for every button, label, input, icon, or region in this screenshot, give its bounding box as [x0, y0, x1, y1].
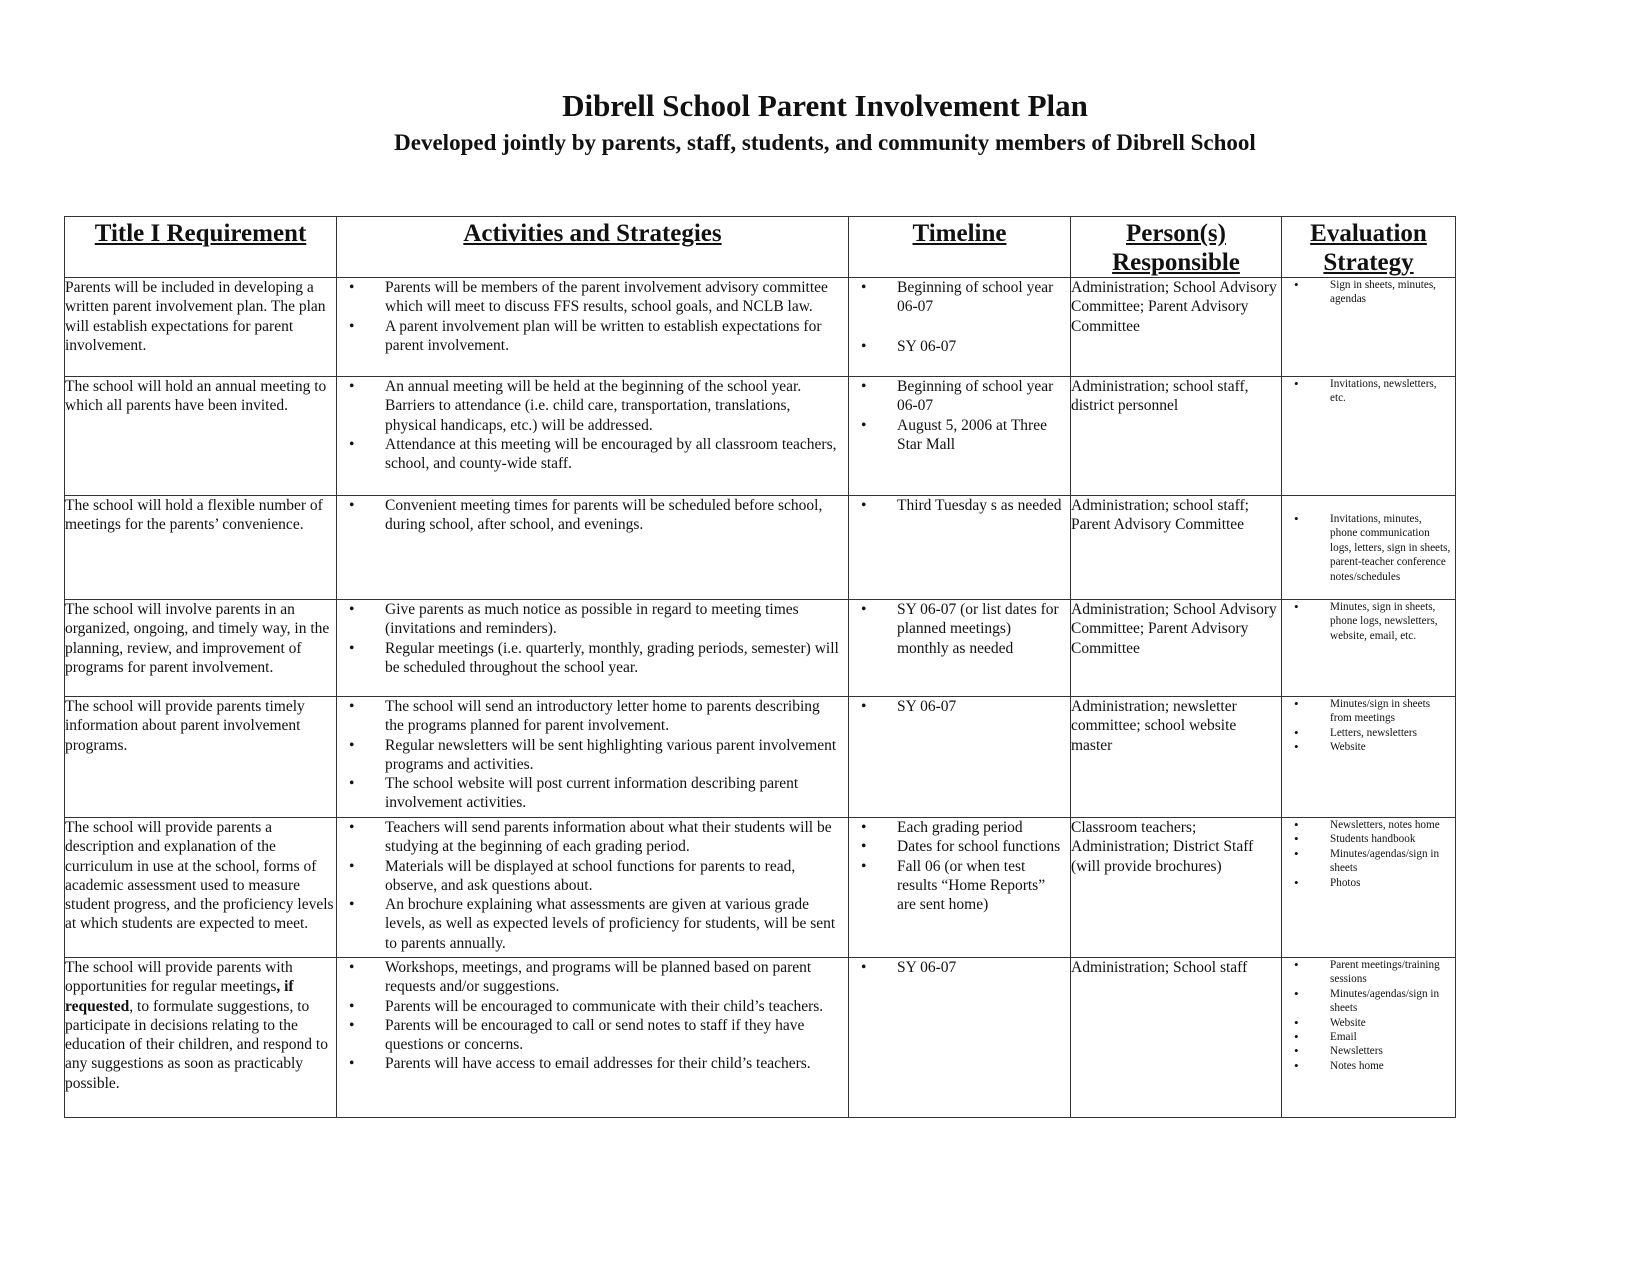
- timeline-cell: [849, 278, 1071, 377]
- requirement-text: The school will provide parents with opportunities for regular meetings: [65, 959, 293, 996]
- plan-table: [64, 216, 1456, 1118]
- timeline-cell: [849, 818, 1071, 958]
- evaluation-cell: [1282, 697, 1456, 818]
- evaluation-item: • Letters, newsletters: [1282, 726, 1455, 740]
- activity-item: • Regular newsletters will be sent highlighting various parent involvement programs and activities.: [337, 736, 848, 775]
- activities-cell: [337, 496, 849, 600]
- activity-item: • The school will send an introductory letter home to parents describing the programs planned for parent involvement.: [337, 697, 848, 736]
- timeline-cell: [849, 377, 1071, 496]
- table-row: [65, 600, 1456, 697]
- evaluation-item: • Newsletters, notes home: [1282, 818, 1455, 832]
- evaluation-cell: [1282, 377, 1456, 496]
- requirement-cell: The school will provide parents timely information about parent involvement programs.: [65, 697, 337, 818]
- table-row: [65, 818, 1456, 958]
- persons-cell: Administration; newsletter committee; school website master: [1071, 697, 1282, 818]
- requirement-cell: The school will hold a flexible number of meetings for the parents’ convenience.: [65, 496, 337, 600]
- timeline-item: • Beginning of school year 06-07: [849, 278, 1070, 317]
- page-subtitle: Developed jointly by parents, staff, students, and community members of Dibrell School: [394, 130, 1256, 155]
- timeline-item: • SY 06-07: [849, 958, 1070, 977]
- timeline-item: • August 5, 2006 at Three Star Mall: [849, 416, 1070, 455]
- activities-cell: [337, 377, 849, 496]
- activity-item: • Parents will have access to email addresses for their child’s teachers.: [337, 1054, 848, 1073]
- activity-item: • Parents will be encouraged to communicate with their child’s teachers.: [337, 997, 848, 1016]
- persons-cell: Administration; School staff: [1071, 958, 1282, 1118]
- persons-cell: Administration; school staff; Parent Advisory Committee: [1071, 496, 1282, 600]
- table-row: [65, 958, 1456, 1118]
- table-row: [65, 377, 1456, 496]
- evaluation-item: • Parent meetings/training sessions: [1282, 958, 1455, 987]
- requirement-cell: Parents will be included in developing a written parent involvement plan. The plan will establish expectations for parent involvement.: [65, 278, 337, 377]
- timeline-item: • Fall 06 (or when test results “Home Reports” are sent home): [849, 857, 1070, 915]
- persons-cell: Administration; School Advisory Committee; Parent Advisory Committee: [1071, 278, 1282, 377]
- activities-cell: [337, 818, 849, 958]
- persons-cell: Classroom teachers; Administration; District Staff (will provide brochures): [1071, 818, 1282, 958]
- evaluation-cell: [1282, 496, 1456, 600]
- timeline-item: • Third Tuesday s as needed: [849, 496, 1070, 515]
- table-row: [65, 697, 1456, 818]
- table-row: [65, 278, 1456, 377]
- table-row: [65, 496, 1456, 600]
- evaluation-item: • Newsletters: [1282, 1044, 1455, 1058]
- activity-item: • Regular meetings (i.e. quarterly, monthly, grading periods, semester) will be scheduled throughout the school year.: [337, 639, 848, 678]
- header-timeline: Timeline: [849, 217, 1071, 278]
- activities-cell: [337, 600, 849, 697]
- timeline-item: • SY 06-07: [849, 337, 1070, 356]
- activity-item: • Convenient meeting times for parents will be scheduled before school, during school, after school, and evenings.: [337, 496, 848, 535]
- requirement-emphasis: , if requested: [65, 978, 294, 1015]
- header-requirement: Title I Requirement: [65, 217, 337, 278]
- evaluation-item: • Sign in sheets, minutes, agendas: [1282, 278, 1455, 307]
- evaluation-item: • Minutes, sign in sheets, phone logs, newsletters, website, email, etc.: [1282, 600, 1455, 643]
- evaluation-item: • Invitations, minutes, phone communication logs, letters, sign in sheets, parent-teacher conference notes/schedules: [1282, 512, 1455, 584]
- activities-cell: [337, 958, 849, 1118]
- activity-item: • Give parents as much notice as possible in regard to meeting times (invitations and reminders).: [337, 600, 848, 639]
- activities-cell: [337, 278, 849, 377]
- activity-item: • Parents will be members of the parent involvement advisory committee which will meet to discuss FFS results, school goals, and NCLB law.: [337, 278, 848, 317]
- evaluation-cell: [1282, 818, 1456, 958]
- evaluation-cell: [1282, 958, 1456, 1118]
- evaluation-item: • Website: [1282, 1016, 1455, 1030]
- evaluation-item: • Minutes/agendas/sign in sheets: [1282, 847, 1455, 876]
- timeline-item: • Each grading period: [849, 818, 1070, 837]
- persons-cell: Administration; School Advisory Committee; Parent Advisory Committee: [1071, 600, 1282, 697]
- timeline-cell: [849, 697, 1071, 818]
- timeline-item: • Beginning of school year 06-07: [849, 377, 1070, 416]
- persons-cell: Administration; school staff, district personnel: [1071, 377, 1282, 496]
- evaluation-item: • Notes home: [1282, 1059, 1455, 1073]
- header-evaluation: Evaluation Strategy: [1282, 217, 1456, 278]
- requirement-cell: [65, 958, 337, 1118]
- activity-item: • An annual meeting will be held at the beginning of the school year. Barriers to attendance (i.e. child care, transportation, translations, physical handicaps, etc.) will be addressed.: [337, 377, 848, 435]
- evaluation-cell: [1282, 278, 1456, 377]
- activity-item: • Attendance at this meeting will be encouraged by all classroom teachers, school, and county-wide staff.: [337, 435, 848, 474]
- timeline-cell: [849, 958, 1071, 1118]
- page-title: Dibrell School Parent Involvement Plan: [562, 88, 1088, 123]
- timeline-item: • SY 06-07: [849, 697, 1070, 716]
- activity-item: • Teachers will send parents information about what their students will be studying at the beginning of each grading period.: [337, 818, 848, 857]
- activity-item: • A parent involvement plan will be written to establish expectations for parent involvement.: [337, 317, 848, 356]
- evaluation-item: • Website: [1282, 740, 1455, 754]
- evaluation-item: • Invitations, newsletters, etc.: [1282, 377, 1455, 406]
- header-activities: Activities and Strategies: [337, 217, 849, 278]
- evaluation-item: • Email: [1282, 1030, 1455, 1044]
- requirement-cell: The school will hold an annual meeting to which all parents have been invited.: [65, 377, 337, 496]
- timeline-cell: [849, 600, 1071, 697]
- evaluation-item: • Photos: [1282, 876, 1455, 890]
- activity-item: • Workshops, meetings, and programs will be planned based on parent requests and/or suggestions.: [337, 958, 848, 997]
- header-persons: Person(s) Responsible: [1071, 217, 1282, 278]
- timeline-cell: [849, 496, 1071, 600]
- activity-item: • Materials will be displayed at school functions for parents to read, observe, and ask questions about.: [337, 857, 848, 896]
- timeline-item: • Dates for school functions: [849, 837, 1070, 856]
- requirement-cell: The school will involve parents in an organized, ongoing, and timely way, in the planning, review, and improvement of programs for parent involvement.: [65, 600, 337, 697]
- evaluation-item: • Minutes/sign in sheets from meetings: [1282, 697, 1455, 726]
- evaluation-cell: [1282, 600, 1456, 697]
- activity-item: • An brochure explaining what assessments are given at various grade levels, as well as expected levels of proficiency for students, will be sent to parents annually.: [337, 895, 848, 953]
- activities-cell: [337, 697, 849, 818]
- requirement-text: , to formulate suggestions, to participate in decisions relating to the education of their children, and respond to any suggestions as soon as practicably possible.: [65, 997, 328, 1092]
- evaluation-item: • Students handbook: [1282, 832, 1455, 846]
- activity-item: • Parents will be encouraged to call or send notes to staff if they have questions or concerns.: [337, 1016, 848, 1055]
- header-row: [65, 217, 1456, 278]
- evaluation-item: • Minutes/agendas/sign in sheets: [1282, 987, 1455, 1016]
- requirement-cell: The school will provide parents a description and explanation of the curriculum in use at the school, forms of academic assessment used to measure student progress, and the proficiency levels at which students are expected to meet.: [65, 818, 337, 958]
- activity-item: • The school website will post current information describing parent involvement activities.: [337, 774, 848, 813]
- timeline-item: • SY 06-07 (or list dates for planned meetings) monthly as needed: [849, 600, 1070, 658]
